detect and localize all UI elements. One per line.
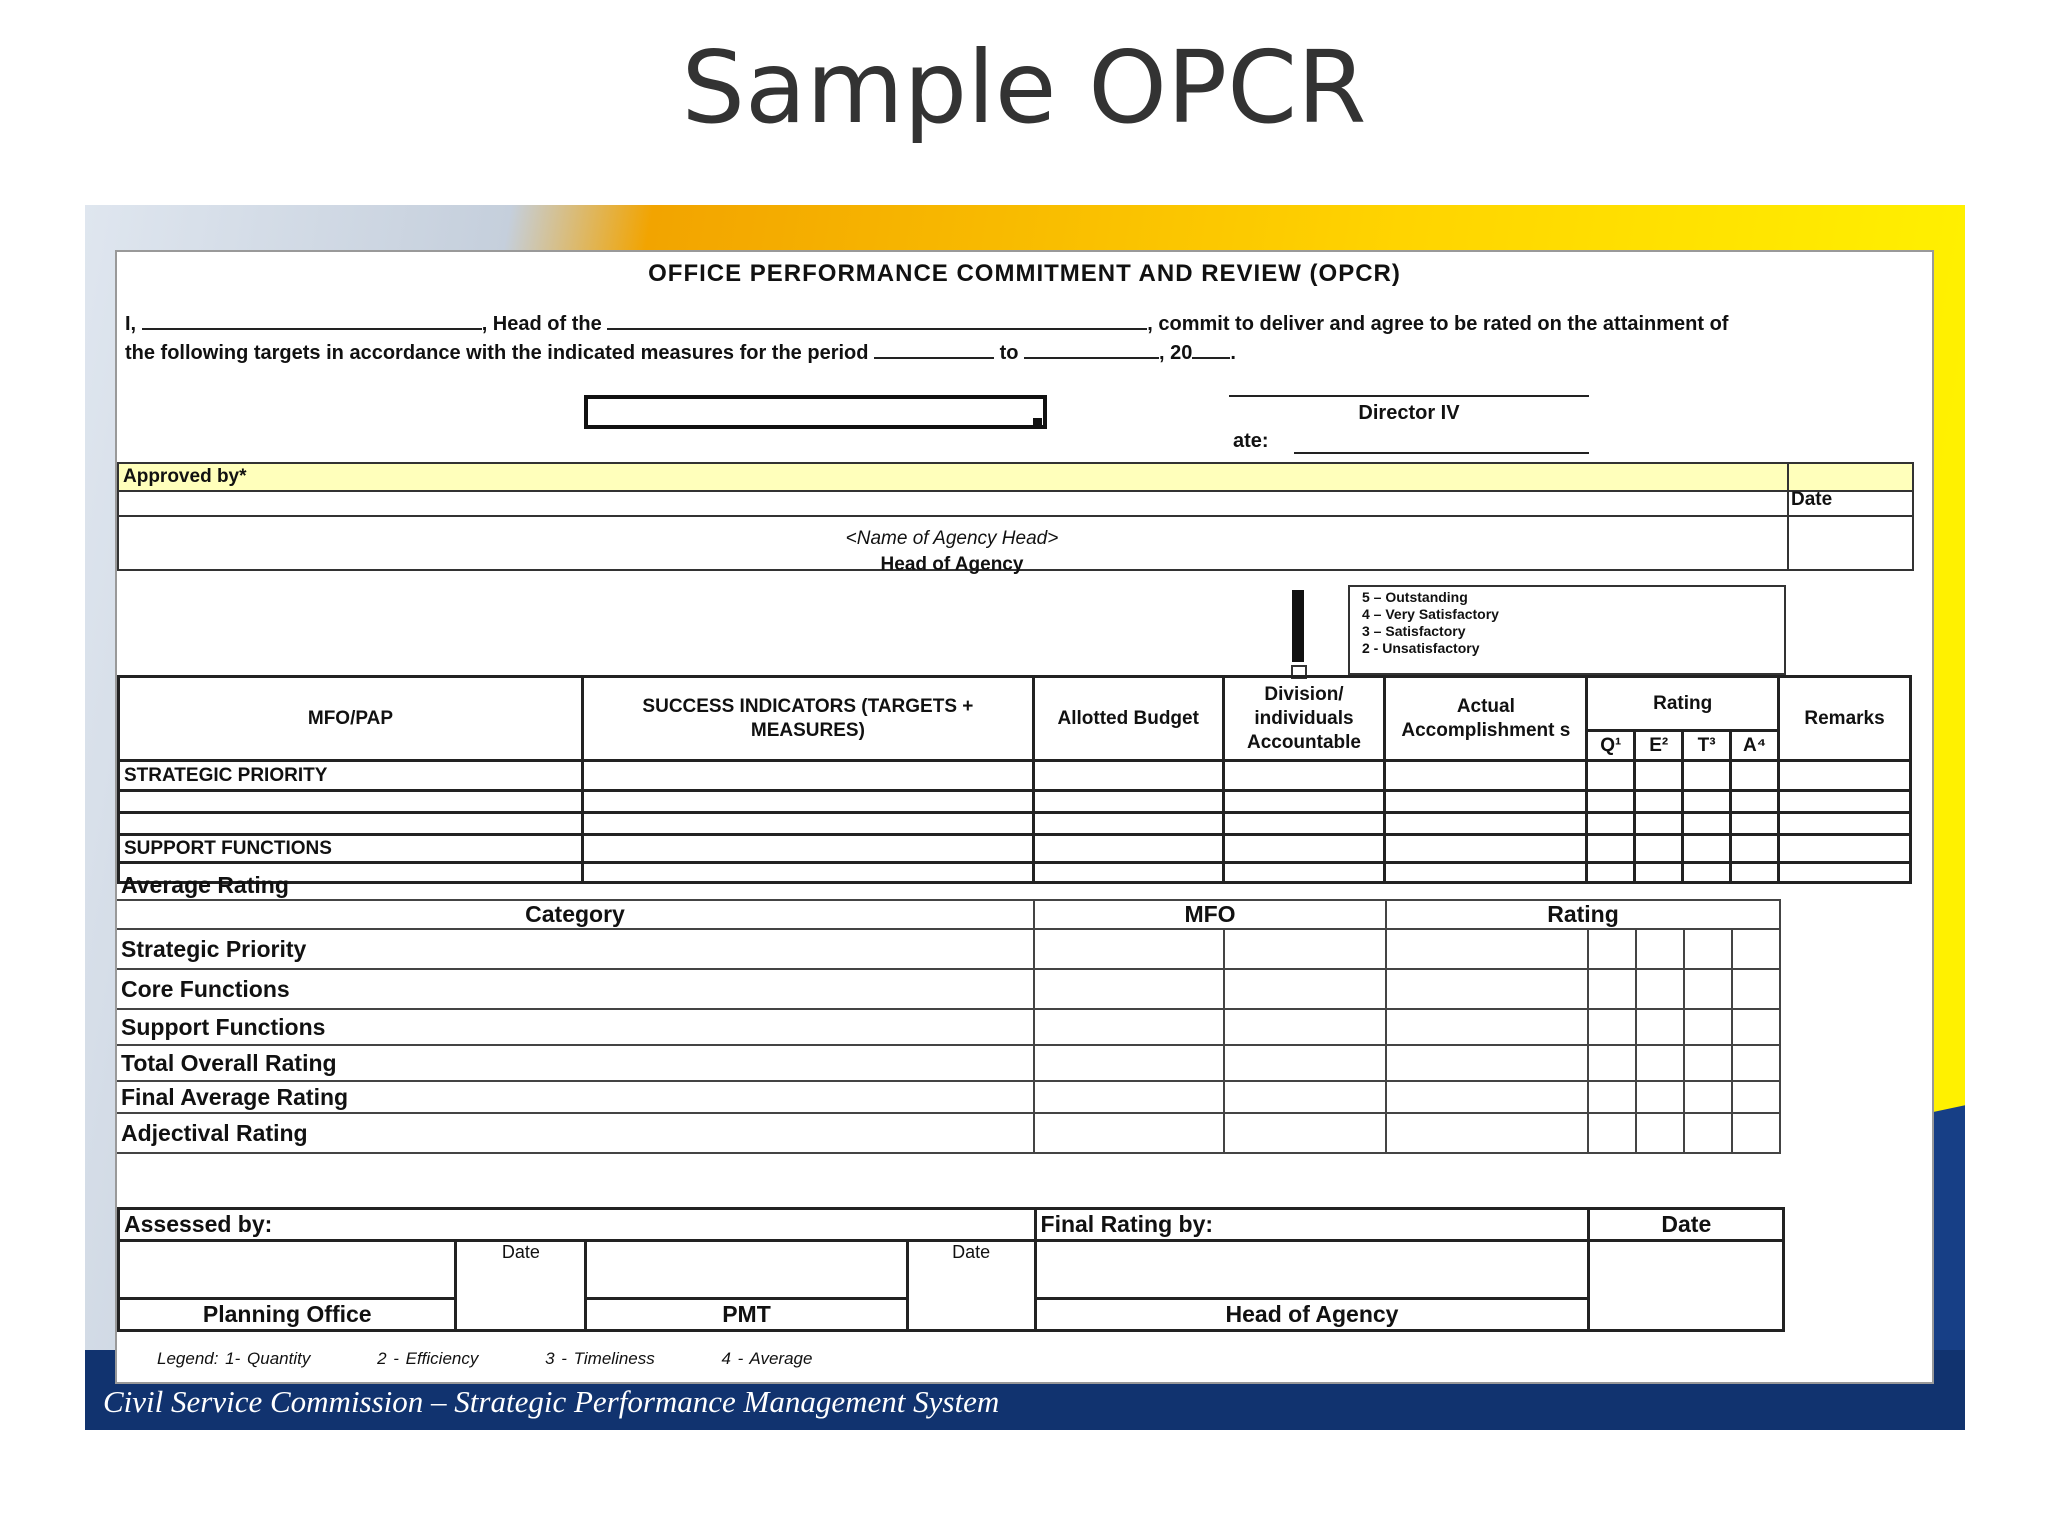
summary-category: Final Average Rating bbox=[117, 1081, 1034, 1113]
legend-item: 2 - Efficiency bbox=[377, 1349, 479, 1368]
name-blank bbox=[142, 310, 482, 330]
header-mfo-pap: MFO/PAP bbox=[119, 677, 583, 761]
average-rating-label: Average Rating bbox=[121, 872, 289, 898]
approved-by-label: Approved by* bbox=[123, 466, 247, 487]
row-label bbox=[119, 813, 583, 835]
header-rating-q: Q¹ bbox=[1587, 731, 1635, 761]
summary-category: Core Functions bbox=[117, 969, 1034, 1009]
summary-header-rating: Rating bbox=[1386, 900, 1780, 929]
summary-header-mfo: MFO bbox=[1034, 900, 1386, 929]
final-date-label: Date bbox=[1589, 1209, 1784, 1241]
intro-text-2: , Head of the bbox=[481, 313, 602, 335]
table-row bbox=[119, 835, 1911, 863]
row-label: SUPPORT FUNCTIONS bbox=[119, 835, 583, 863]
scale-item: 2 - Unsatisfactory bbox=[1362, 640, 1480, 656]
summary-category: Adjectival Rating bbox=[117, 1113, 1034, 1153]
final-date-cell bbox=[1589, 1241, 1784, 1331]
header-actual-accomplishments: Actual Accomplishment s bbox=[1385, 677, 1587, 761]
planning-signature-cell bbox=[119, 1241, 456, 1299]
approved-date-label: Date bbox=[1791, 489, 1833, 510]
summary-category: Support Functions bbox=[117, 1009, 1034, 1045]
header-allotted-budget: Allotted Budget bbox=[1033, 677, 1223, 761]
legend-item: 4 - Average bbox=[721, 1349, 813, 1368]
summary-row bbox=[117, 929, 1910, 969]
approved-divider bbox=[117, 515, 1912, 517]
form-title: OFFICE PERFORMANCE COMMITMENT AND REVIEW (OPCR) bbox=[648, 260, 1401, 287]
head-signature-cell bbox=[1035, 1241, 1589, 1299]
scale-item: 4 – Very Satisfactory bbox=[1362, 606, 1499, 622]
scale-mark bbox=[1292, 590, 1304, 662]
summary-row bbox=[117, 1113, 1910, 1153]
head-of-agency-label: Head of Agency bbox=[1035, 1299, 1589, 1331]
redacted-box bbox=[584, 395, 1047, 429]
legend-item: 3 - Timeliness bbox=[545, 1349, 655, 1368]
date-line bbox=[1294, 452, 1589, 454]
targets-table bbox=[117, 675, 1912, 884]
assessed-by-label: Assessed by: bbox=[119, 1209, 1036, 1241]
table-row bbox=[119, 813, 1911, 835]
commitment-statement bbox=[125, 310, 1915, 368]
agency-head-title: Head of Agency bbox=[880, 554, 1024, 575]
intro-text-4: the following targets in accordance with the indicated measures for the period bbox=[125, 342, 869, 364]
planning-date-label: Date bbox=[456, 1241, 586, 1331]
table-row bbox=[119, 761, 1911, 791]
summary-row bbox=[117, 1081, 1910, 1113]
year-blank bbox=[1192, 339, 1230, 359]
intro-text-1: I, bbox=[125, 313, 137, 335]
summary-table bbox=[117, 872, 1910, 1154]
row-label bbox=[119, 791, 583, 813]
summary-row bbox=[117, 1045, 1910, 1081]
opcr-form bbox=[115, 250, 1934, 1384]
period-start-blank bbox=[874, 339, 994, 359]
header-rating: Rating bbox=[1587, 677, 1779, 731]
slide-title: Sample OPCR bbox=[681, 29, 1367, 146]
pmt-label: PMT bbox=[586, 1299, 907, 1331]
header-success-indicators: SUCCESS INDICATORS (TARGETS + MEASURES) bbox=[582, 677, 1033, 761]
legend bbox=[157, 1349, 872, 1369]
summary-header-category: Category bbox=[117, 900, 1034, 929]
summary-category: Strategic Priority bbox=[117, 929, 1034, 969]
legend-item: Legend: 1- Quantity bbox=[157, 1349, 311, 1368]
intro-text-7: . bbox=[1230, 342, 1236, 364]
planning-office-label: Planning Office bbox=[119, 1299, 456, 1331]
pmt-date-label: Date bbox=[907, 1241, 1035, 1331]
period-end-blank bbox=[1024, 339, 1159, 359]
row-label: STRATEGIC PRIORITY bbox=[119, 761, 583, 791]
assessment-table bbox=[117, 1207, 1910, 1332]
footer-text: Civil Service Commission – Strategic Performance Management System bbox=[103, 1384, 1000, 1419]
intro-text-3: , commit to deliver and agree to be rated on the attainment of bbox=[1147, 313, 1729, 335]
header-division-accountable: Division/ individuals Accountable bbox=[1223, 677, 1385, 761]
table-row bbox=[119, 791, 1911, 813]
intro-text-5: to bbox=[999, 342, 1019, 364]
summary-row bbox=[117, 969, 1910, 1009]
office-blank bbox=[607, 310, 1147, 330]
header-rating-e: E² bbox=[1635, 731, 1683, 761]
header-remarks: Remarks bbox=[1779, 677, 1911, 761]
intro-text-6: , 20 bbox=[1159, 342, 1193, 364]
summary-row bbox=[117, 1009, 1910, 1045]
header-rating-a: A⁴ bbox=[1731, 731, 1779, 761]
date-prefix: ate: bbox=[1233, 430, 1269, 452]
summary-category: Total Overall Rating bbox=[117, 1045, 1034, 1081]
signature-line bbox=[1229, 395, 1589, 397]
pmt-signature-cell bbox=[586, 1241, 907, 1299]
slide-frame bbox=[85, 205, 1965, 1430]
rating-scale-legend bbox=[1348, 585, 1786, 675]
header-rating-t: T³ bbox=[1683, 731, 1731, 761]
agency-head-name: <Name of Agency Head> bbox=[845, 528, 1059, 549]
director-title: Director IV bbox=[1358, 402, 1460, 424]
scale-item: 3 – Satisfactory bbox=[1362, 623, 1466, 639]
final-rating-by-label: Final Rating by: bbox=[1035, 1209, 1589, 1241]
ink-dot bbox=[1033, 418, 1042, 427]
scale-item: 5 – Outstanding bbox=[1362, 589, 1468, 605]
